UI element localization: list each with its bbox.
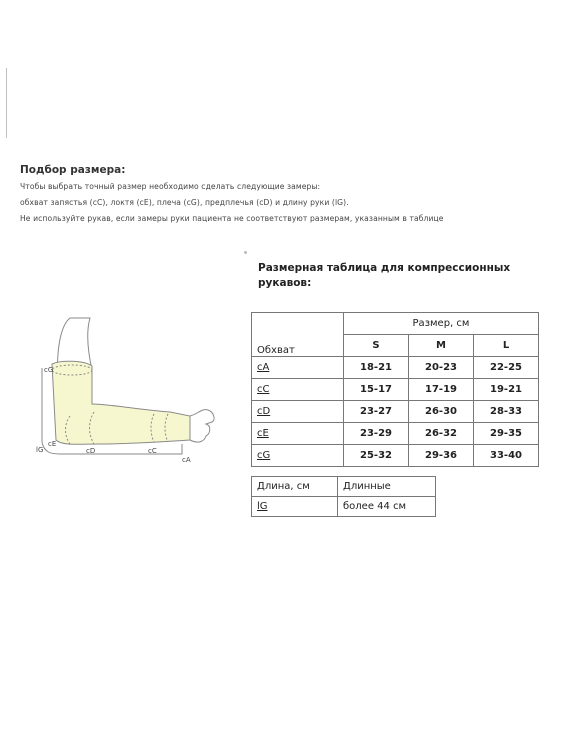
measure-label: cE [252, 423, 344, 445]
length-row-value: более 44 см [338, 497, 436, 517]
size-value: 29-35 [474, 423, 539, 445]
length-table [251, 476, 436, 517]
obhvat-header: Обхват [252, 313, 344, 357]
arm-measurement-diagram [30, 312, 220, 472]
diagram-label-cA: cA [182, 456, 191, 464]
length-header-right: Длинные [338, 477, 436, 497]
size-value: 23-29 [344, 423, 409, 445]
table-row [252, 401, 539, 423]
size-value: 33-40 [474, 445, 539, 467]
size-m: M [409, 335, 474, 357]
intro-line-3: Не используйте рукав, если замеры руки пациента не соответствуют размерам, указанным в таблице [20, 214, 444, 223]
size-value: 20-23 [409, 357, 474, 379]
edge-divider-line [6, 68, 7, 138]
measure-label: cG [252, 445, 344, 467]
table-row [252, 497, 436, 517]
intro-line-2: обхват запястья (cC), локтя (cE), плеча (cG), предплечья (cD) и длину руки (lG). [20, 198, 349, 207]
size-value: 18-21 [344, 357, 409, 379]
size-l: L [474, 335, 539, 357]
size-table [251, 312, 539, 467]
size-value: 28-33 [474, 401, 539, 423]
size-value: 26-32 [409, 423, 474, 445]
diagram-label-cD: cD [86, 447, 96, 455]
size-value: 17-19 [409, 379, 474, 401]
table-row [252, 379, 539, 401]
measure-label: cD [252, 401, 344, 423]
table-row [252, 357, 539, 379]
size-value: 25-32 [344, 445, 409, 467]
size-selection-intro [20, 164, 560, 230]
diagram-label-cC: cC [148, 447, 157, 455]
size-table-header-row [252, 313, 539, 335]
length-row-label: lG [252, 497, 338, 517]
measure-label: cC [252, 379, 344, 401]
size-table-title: Размерная таблица для компрессионных рукавов: [258, 262, 511, 289]
sleeve-body [52, 361, 190, 444]
measure-label: cA [252, 357, 344, 379]
size-value: 29-36 [409, 445, 474, 467]
size-value: 26-30 [409, 401, 474, 423]
intro-heading: Подбор размера: [20, 164, 126, 176]
size-value: 23-27 [344, 401, 409, 423]
size-value: 22-25 [474, 357, 539, 379]
table-row [252, 477, 436, 497]
razmer-header: Размер, см [344, 313, 539, 335]
table-row [252, 423, 539, 445]
length-header-left: Длина, см [252, 477, 338, 497]
diagram-label-cE: cE [48, 440, 57, 448]
table-row [252, 445, 539, 467]
intro-line-1: Чтобы выбрать точный размер необходимо сделать следующие замеры: [20, 182, 321, 191]
size-value: 19-21 [474, 379, 539, 401]
diagram-label-lG: lG [36, 446, 44, 454]
size-s: S [344, 335, 409, 357]
diagram-label-cG: cG [44, 366, 54, 374]
bullet-dot [244, 251, 247, 254]
hand-outline [190, 410, 214, 442]
size-value: 15-17 [344, 379, 409, 401]
